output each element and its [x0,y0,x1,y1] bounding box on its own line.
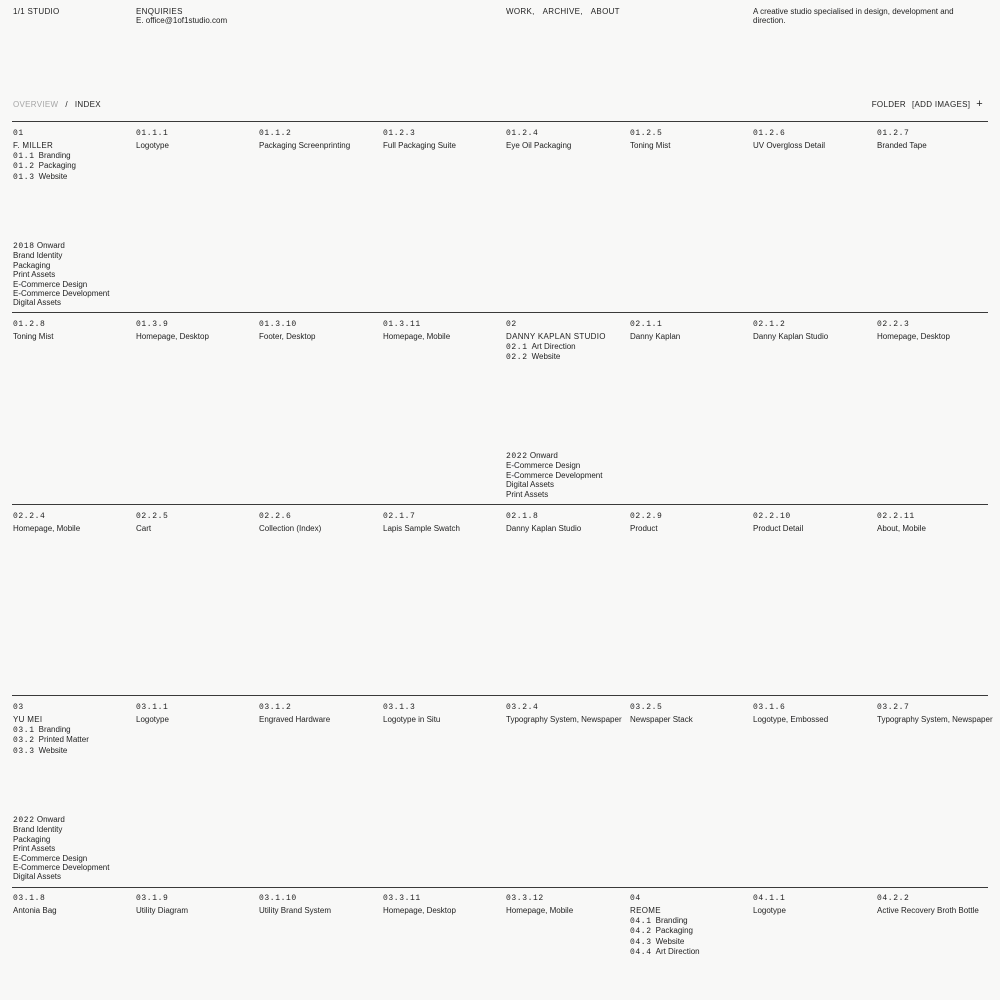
entry-code: 03.1.2 [259,703,292,712]
project-year: 2022 [13,816,35,825]
entry-title: About, Mobile [877,524,926,534]
add-images-button[interactable]: [ADD IMAGES] [911,100,971,109]
service-item: Digital Assets [506,480,555,490]
row-divider [12,312,988,313]
row-divider [12,887,988,888]
project-name: F. MILLER [13,141,54,151]
project-subsection[interactable] [630,916,748,926]
entry-code: 03.1.9 [136,894,169,903]
entry-code: 03.1.1 [136,703,169,712]
entry-title: Full Packaging Suite [383,141,456,151]
image-entry[interactable] [13,512,131,534]
project-subsection[interactable] [630,937,748,947]
subsection-code: 02.2 [506,353,528,363]
service-item: E-Commerce Development [13,289,110,299]
entry-title: Typography System, Newspaper [877,715,993,725]
image-entry[interactable] [259,129,377,151]
image-entry[interactable] [136,894,254,916]
entry-code: 01.2.4 [506,129,539,138]
entry-code: 03.3.11 [383,894,421,903]
entry-title: Homepage, Desktop [383,906,456,916]
entry-title: Homepage, Desktop [877,332,950,342]
overview-link[interactable]: OVERVIEW [13,100,59,109]
service-item: E-Commerce Design [13,853,88,863]
service-item: E-Commerce Design [506,461,581,471]
entry-code: 02.1.1 [630,320,663,329]
subsection-code: 04.2 [630,927,652,937]
entry-code: 01.3.9 [136,320,169,329]
image-entry[interactable] [383,129,501,151]
project-subsection[interactable] [506,352,630,362]
image-entry[interactable] [259,703,377,725]
entry-code: 04.2.2 [877,894,910,903]
project-subsection[interactable] [13,161,131,171]
entry-code: 02.2.6 [259,512,292,521]
entry-title: Homepage, Mobile [13,524,81,534]
project-04-header[interactable] [630,894,748,957]
subsection-label: Packaging [38,161,76,171]
project-03-header[interactable] [13,703,131,756]
entry-title: Collection (Index) [259,524,322,534]
project-name: DANNY KAPLAN STUDIO [506,332,606,342]
image-entry[interactable] [877,512,995,534]
studio-tagline: A creative studio specialised in design, development and direction. [753,7,954,26]
image-entry[interactable] [136,320,254,342]
image-entry[interactable] [383,703,501,725]
entry-title: Danny Kaplan Studio [506,524,582,534]
entry-code: 01.2.5 [630,129,663,138]
entry-code: 03.2.5 [630,703,663,712]
entry-code: 02.2.3 [877,320,910,329]
nav-work[interactable]: WORK, [506,7,535,16]
enquiries-email-link[interactable]: E. office@1of1studio.com [136,16,228,26]
entry-title: Eye Oil Packaging [506,141,572,151]
image-entry[interactable] [753,129,871,151]
service-item: E-Commerce Design [13,279,88,289]
entry-code: 03.1.3 [383,703,416,712]
project-number: 04 [630,894,641,903]
project-02-header[interactable] [506,320,630,363]
entry-title: Toning Mist [13,332,54,342]
project-number: 01 [13,129,24,138]
project-number: 03 [13,703,24,712]
project-subsection[interactable] [630,947,748,957]
project-status: Onward [36,815,65,824]
image-entry[interactable] [753,320,871,342]
main-nav [506,7,620,16]
entry-code: 02.1.7 [383,512,416,521]
subsection-label: Branding [38,724,71,734]
project-02-details [506,451,602,499]
project-number: 02 [506,320,517,329]
entry-code: 03.3.12 [506,894,544,903]
subsection-code: 03.3 [13,746,35,756]
image-entry[interactable] [259,894,377,916]
subsection-label: Branding [655,915,688,925]
project-year: 2022 [506,452,528,461]
entry-title: Cart [136,524,152,534]
subsection-label: Website [38,171,68,181]
entry-code: 01.1.1 [136,129,169,138]
nav-archive[interactable]: ARCHIVE, [542,7,583,16]
entry-code: 02.2.4 [13,512,46,521]
image-entry[interactable] [506,512,624,534]
entry-title: Logotype [136,715,169,725]
entry-title: Branded Tape [877,141,927,151]
image-entry[interactable] [877,320,995,342]
entry-title: Newspaper Stack [630,715,693,725]
subsection-code: 01.1 [13,151,35,161]
entry-code: 01.2.6 [753,129,786,138]
entry-code: 03.1.6 [753,703,786,712]
entry-code: 03.1.8 [13,894,46,903]
subsection-code: 04.1 [630,916,652,926]
subsection-label: Branding [38,150,71,160]
row-divider [12,695,988,696]
entry-title: Toning Mist [630,141,671,151]
studio-logo-link[interactable]: 1/1 STUDIO [13,7,60,16]
subsection-label: Art Direction [655,947,700,957]
service-item: Digital Assets [13,298,62,308]
project-year: 2018 [13,242,35,251]
project-subsection[interactable] [13,725,131,735]
image-entry[interactable] [630,320,748,342]
image-entry[interactable] [506,894,624,916]
enquiries-label: ENQUIRIES [136,7,183,16]
subsection-code: 01.2 [13,162,35,172]
subsection-code: 03.1 [13,725,35,735]
entry-title: Footer, Desktop [259,332,316,342]
service-item: E-Commerce Development [13,863,110,873]
subsection-code: 03.2 [13,736,35,746]
entry-code: 04.1.1 [753,894,786,903]
entry-title: Product Detail [753,524,804,534]
image-entry[interactable] [506,129,624,151]
entry-code: 01.2.8 [13,320,46,329]
project-03-details [13,815,109,882]
service-item: E-Commerce Development [506,470,603,480]
entry-title: Danny Kaplan [630,332,681,342]
subsection-label: Website [531,352,561,362]
service-item: Digital Assets [13,872,62,882]
subsection-label: Website [38,745,68,755]
project-name: REOME [630,906,661,916]
row-divider [12,504,988,505]
image-entry[interactable] [877,703,995,725]
subsection-label: Website [655,936,685,946]
image-entry[interactable] [753,703,871,725]
entry-code: 02.2.10 [753,512,791,521]
entry-title: Active Recovery Broth Bottle [877,906,979,916]
image-entry[interactable] [383,894,501,916]
image-entry[interactable] [877,894,995,916]
subsection-code: 04.4 [630,948,652,958]
folder-controls [872,100,983,109]
entry-code: 03.2.7 [877,703,910,712]
entry-code: 03.2.4 [506,703,539,712]
entry-code: 01.2.7 [877,129,910,138]
entry-title: Danny Kaplan Studio [753,332,829,342]
subsection-label: Printed Matter [38,735,89,745]
entry-code: 02.1.8 [506,512,539,521]
subsection-code: 02.1 [506,342,528,352]
plus-icon[interactable]: + [976,98,983,111]
project-subsection[interactable] [13,735,131,745]
entry-code: 02.2.5 [136,512,169,521]
entry-code: 01.3.11 [383,320,421,329]
image-entry[interactable] [753,894,871,916]
service-item: Print Assets [506,489,549,499]
image-entry[interactable] [136,512,254,534]
entry-title: Logotype, Embossed [753,715,829,725]
project-subsection[interactable] [13,151,131,161]
service-item: Brand Identity [13,251,63,261]
service-item: Packaging [13,260,51,270]
entry-title: Homepage, Mobile [383,332,451,342]
project-subsection[interactable] [630,926,748,936]
image-entry[interactable] [136,129,254,151]
entry-title: Product [630,524,658,534]
entry-title: Logotype [753,906,786,916]
image-entry[interactable] [383,512,501,534]
project-01-details [13,241,109,308]
project-01-header[interactable] [13,129,131,182]
subsection-code: 01.3 [13,172,35,182]
project-status: Onward [529,451,558,460]
image-entry[interactable] [13,894,131,916]
image-entry[interactable] [136,703,254,725]
entry-title: Packaging Screenprinting [259,141,351,151]
folder-button[interactable]: FOLDER [871,100,906,109]
entry-code: 01.1.2 [259,129,292,138]
image-entry[interactable] [259,512,377,534]
entry-title: Logotype in Situ [383,715,441,725]
image-entry[interactable] [753,512,871,534]
image-entry[interactable] [630,512,748,534]
service-item: Packaging [13,834,51,844]
image-entry[interactable] [13,320,131,342]
view-separator: / [65,100,68,109]
entry-title: UV Overgloss Detail [753,141,826,151]
entry-title: Logotype [136,141,169,151]
entry-title: Engraved Hardware [259,715,331,725]
entry-code: 02.1.2 [753,320,786,329]
entry-title: Antonia Bag [13,906,57,916]
image-entry[interactable] [383,320,501,342]
project-subsection[interactable] [13,172,131,182]
service-item: Brand Identity [13,825,63,835]
entry-title: Utility Diagram [136,906,189,916]
service-item: Print Assets [13,270,56,280]
entry-title: Homepage, Mobile [506,906,574,916]
enquiries-block [136,7,227,26]
entry-title: Lapis Sample Swatch [383,524,460,534]
subsection-label: Art Direction [531,341,576,351]
subsection-label: Packaging [655,926,693,936]
entry-code: 01.3.10 [259,320,297,329]
entry-code: 01.2.3 [383,129,416,138]
image-entry[interactable] [259,320,377,342]
subsection-code: 04.3 [630,937,652,947]
entry-code: 02.2.9 [630,512,663,521]
entry-code: 02.2.11 [877,512,915,521]
image-entry[interactable] [877,129,995,151]
service-item: Print Assets [13,844,56,854]
view-switcher [13,100,101,109]
image-entry[interactable] [630,129,748,151]
project-subsection[interactable] [506,342,630,352]
entry-title: Typography System, Newspaper [506,715,622,725]
entry-title: Utility Brand System [259,906,332,916]
project-name: YU MEI [13,715,43,725]
nav-about[interactable]: ABOUT [590,7,620,16]
entry-code: 03.1.10 [259,894,297,903]
row-divider [12,121,988,122]
entry-title: Homepage, Desktop [136,332,209,342]
image-entry[interactable] [506,703,624,725]
project-subsection[interactable] [13,746,131,756]
project-status: Onward [36,241,65,250]
index-link[interactable]: INDEX [74,100,101,109]
image-entry[interactable] [630,703,748,725]
